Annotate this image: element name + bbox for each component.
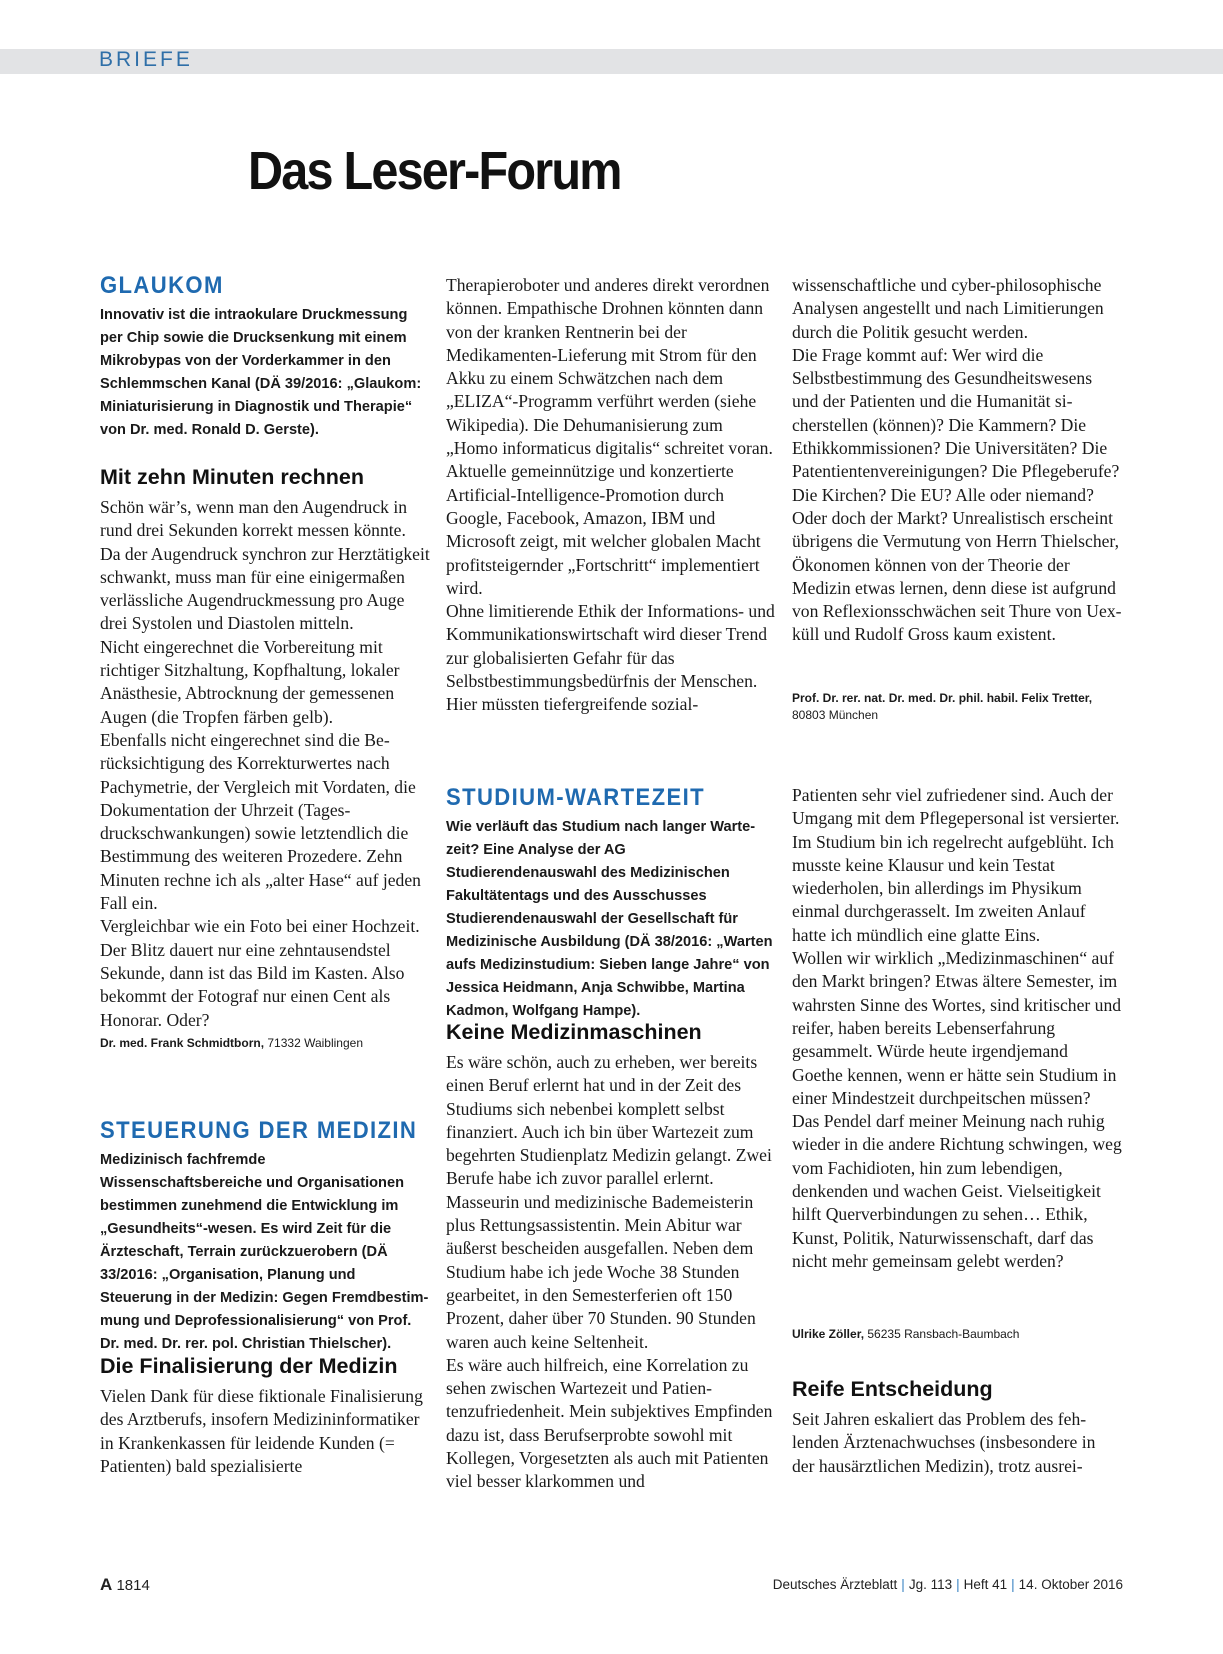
- letter-body: wissenschaftliche und cyber-philosophische Analysen angestellt und nach Limitierungen durch die Politik gesucht werden. Die Frage kommt auf: Wer wird die Selbstbestimmung des Gesundheitswesens und der Patienten und die Humanität sicherstellen (können)? Die Kammern? Die Ethikkommissionen? Die Universitäten? Die Patentientenvereinigungen? Die Pflegeberufe? Die Kirchen? Die EU? Alle oder niemand? Oder doch der Markt? Unrealistisch erscheint übrigens die Vermutung von Herrn Thielscher, Ökonomen können von der Theorie der Medizin etwas lernen, denn diese ist aufgrund von Reflexionsschwächen seit Thure von Uexküll und Rudolf Gross kaum existent.: [792, 275, 1122, 645]
- letter-body-steuerung-1: [100, 1385, 430, 1478]
- letter-steuerung: [100, 1354, 430, 1379]
- letter-title: Keine Medizinmaschinen: [446, 1020, 702, 1044]
- letter-body: Seit Jahren eskaliert das Problem des fehlenden Ärztenachwuchses (insbesondere in der hausärztlichen Medizin), trotz ausrei-: [792, 1409, 1096, 1476]
- letter-glaukom: [100, 465, 430, 490]
- letter-body: Patienten sehr viel zufriedener sind. Auch der Umgang mit dem Pflegepersonal ist versierter. Im Studium bin ich regelrecht aufgeblüht. Ich musste keine Klausur und kein Testat wiederholen, bin allerdings im Physikum einmal durchgerasselt. Im zweiten Anlauf hatte ich mündlich eine glatte Eins. Wollen wir wirklich „Medizinmaschinen“ auf den Markt bringen? Etwas ältere Semester, im wahrsten Sinne des Wortes, sind kritischer und reifer, haben bereits Lebenserfahrung gesammelt. Würde heute irgendjemand Goethe kennen, wenn er hätte sein Studium in einer Mindestzeit durchpeitschen müssen? Das Pendel darf meiner Meinung nach ruhig wieder in die andere Richtung schwingen, weg vom Fachidioten, hin zum lebendigen, denkenden und wachen Geist. Vielseitigkeit hilft Querverbindungen zu sehen… Ethik, Kunst, Politik, Naturwissenschaft, darf das nicht mehr gemeinsam gelebt werden?: [792, 785, 1122, 1271]
- letter-reife: [792, 1377, 1122, 1402]
- letter-body-steuerung-2: [446, 274, 776, 717]
- separator: |: [956, 1577, 960, 1592]
- topic-heading-glaukom: GLAUKOM: [100, 272, 224, 299]
- page-prefix: A: [100, 1575, 113, 1594]
- author-name: Prof. Dr. rer. nat. Dr. med. Dr. phil. habil. Felix Tretter,: [792, 691, 1093, 705]
- article-intro: Wie verläuft das Studium nach langer Wartezeit? Eine Analyse der AG Studierendenauswahl des Medizinischen Fakultätentags und des Ausschusses Studierendenauswahl der Gesellschaft für Medizinische Ausbildung (DÄ 38/2016: „Warten aufs Medizinstudium: Sieben lange Jahre“ von Jessica Heidmann, Anja Schwibbe, Martina Kadmon, Wolfgang Hampe).: [446, 819, 773, 1019]
- separator: |: [1011, 1577, 1015, 1592]
- section-label: BRIEFE: [99, 48, 193, 71]
- page-title: Das Leser-Forum: [248, 141, 621, 201]
- letter-body-studium-1: [446, 1051, 776, 1494]
- article-glaukom: [100, 272, 430, 442]
- journal-date: 14. Oktober 2016: [1018, 1577, 1123, 1592]
- author-location: 56235 Ransbach-Baumbach: [867, 1327, 1020, 1341]
- article-studium: [446, 784, 776, 1023]
- journal-volume: Jg. 113: [908, 1577, 953, 1592]
- letter-title: Mit zehn Minuten rechnen: [100, 465, 364, 489]
- signature-steuerung: [792, 690, 1122, 724]
- separator: |: [901, 1577, 905, 1592]
- letter-body: Vielen Dank für diese fiktionale Finalisierung des Arztberufs, insofern Medizininformatiker in Krankenkassen für leidende Kunden (= Patienten) bald spezialisierte: [100, 1386, 423, 1476]
- journal-name: Deutsches Ärzteblatt: [772, 1577, 898, 1592]
- letter-studium: [446, 1020, 776, 1045]
- letter-body-reife: [792, 1408, 1122, 1478]
- letter-body-steuerung-3: [792, 274, 1122, 647]
- journal-issue: Heft 41: [963, 1577, 1008, 1592]
- topic-heading-steuerung: STEUERUNG DER MEDIZIN: [100, 1117, 418, 1144]
- letter-body: Therapieroboter und anderes direkt verordnen können. Empathische Drohnen könnten dann von der kranken Rentnerin bei der Medikamenten-Lieferung mit Strom für den Akku zu einem Schwätzchen nach dem „ELIZA“-Programm verführt werden (siehe Wikipedia). Die Dehumanisierung zum „Homo informaticus digitalis“ schreitet voran. Aktuelle gemeinnützige und konzertierte Artificial-Intelligence-Promotion durch Google, Facebook, Amazon, IBM und Microsoft zeigt, mit welcher globalen Macht profitsteigernder „Fortschritt“ implementiert wird. Ohne limitierende Ethik der Informations- und Kommunikationswirtschaft wird dieser Trend zur globalisierten Gefahr für das Selbstbestimmungsbedürfnis der Menschen. Hier müssten tiefergreifende sozial-: [446, 275, 775, 715]
- author-name: Ulrike Zöller,: [792, 1327, 865, 1341]
- author-location: 80803 München: [792, 708, 879, 722]
- article-steuerung: [100, 1117, 430, 1356]
- letter-body: Schön wär’s, wenn man den Augendruck in rund drei Sekunden korrekt messen könnte. Da der Augendruck synchron zur Herztätigkeit schwankt, muss man für eine einigermaßen verlässliche Augendruckmessung pro Auge drei Systolen und Diastolen mitteln. Nicht eingerechnet die Vorbereitung mit richtiger Sitzhaltung, Kopfhaltung, lokaler Anästhesie, Abtrocknung der gemessenen Augen (die Tropfen färben gelb). Ebenfalls nicht eingerechnet sind die Berücksichtigung des Korrekturwertes nach Pachymetrie, der Vergleich mit Vordaten, die Dokumentation der Uhrzeit (Tagesdruckschwankungen) sowie letztendlich die Bestimmung des weiteren Prozedere. Zehn Minuten rechne ich als „alter Hase“ auf jeden Fall ein. Vergleichbar wie ein Foto bei einer Hochzeit. Der Blitz dauert nur eine zehntausendstel Sekunde, dann ist das Bild im Kasten. Also bekommt der Fotograf nur einen Cent als Honorar. Oder?: [100, 497, 430, 1030]
- page-number-value: 1814: [116, 1577, 150, 1594]
- article-intro: Innovativ ist die intraokulare Druckmessung per Chip sowie die Drucksenkung mit einem Mikrobypas von der Vorderkammer in den Schlemmschen Kanal (DÄ 39/2016: „Glaukom: Miniaturisierung in Diagnostik und Therapie“ von Dr. med. Ronald D. Gerste).: [100, 307, 422, 438]
- signature-glaukom: [100, 1035, 430, 1052]
- topic-heading-studium: STUDIUM-WARTEZEIT: [446, 784, 705, 811]
- author-name: Dr. med. Frank Schmidtborn,: [100, 1036, 265, 1050]
- journal-info: [773, 1577, 1123, 1592]
- letter-title: Die Finalisierung der Medizin: [100, 1354, 398, 1378]
- signature-studium: [792, 1326, 1122, 1343]
- letter-title: Reife Entscheidung: [792, 1377, 993, 1401]
- author-location: 71332 Waiblingen: [267, 1036, 363, 1050]
- page-number: [100, 1575, 150, 1595]
- article-intro: Medizinisch fachfremde Wissenschaftsbereiche und Organisationen bestimmen zunehmend die Entwicklung im „Gesundheits“-wesen. Es wird Zeit für die Ärzteschaft, Terrain zurückzuerobern (DÄ 33/2016: „Organisation, Planung und Steuerung in der Medizin: Gegen Fremdbestimmung und Deprofessionalisierung“ von Prof. Dr. med. Dr. rer. pol. Christian Thielscher).: [100, 1152, 429, 1352]
- letter-body-glaukom: [100, 496, 430, 1032]
- letter-body-studium-2: [792, 784, 1122, 1273]
- letter-body: Es wäre schön, auch zu erheben, wer bereits einen Beruf erlernt hat und in der Zeit des Studiums sich nebenbei komplett selbst finanziert. Auch ich bin über Wartezeit zum begehrten Studienplatz Medizin gelangt. Zwei Berufe habe ich zuvor parallel erlernt. Masseurin und medizinische Bademeisterin plus Rettungsassistentin. Mein Abitur war äußerst bescheiden ausgefallen. Neben dem Studium habe ich jede Woche 38 Stunden gearbeitet, in den Semesterferien oft 150 Prozent, daher über 70 Stunden. 90 Stunden waren auch keine Seltenheit. Es wäre auch hilfreich, eine Korrelation zu sehen zwischen Wartezeit und Patientenzufriedenheit. Mein subjektives Empfinden dazu ist, dass Berufserprobte sowohl mit Kollegen, Vorgesetzten als auch mit Patienten viel besser klarkommen und: [446, 1052, 773, 1492]
